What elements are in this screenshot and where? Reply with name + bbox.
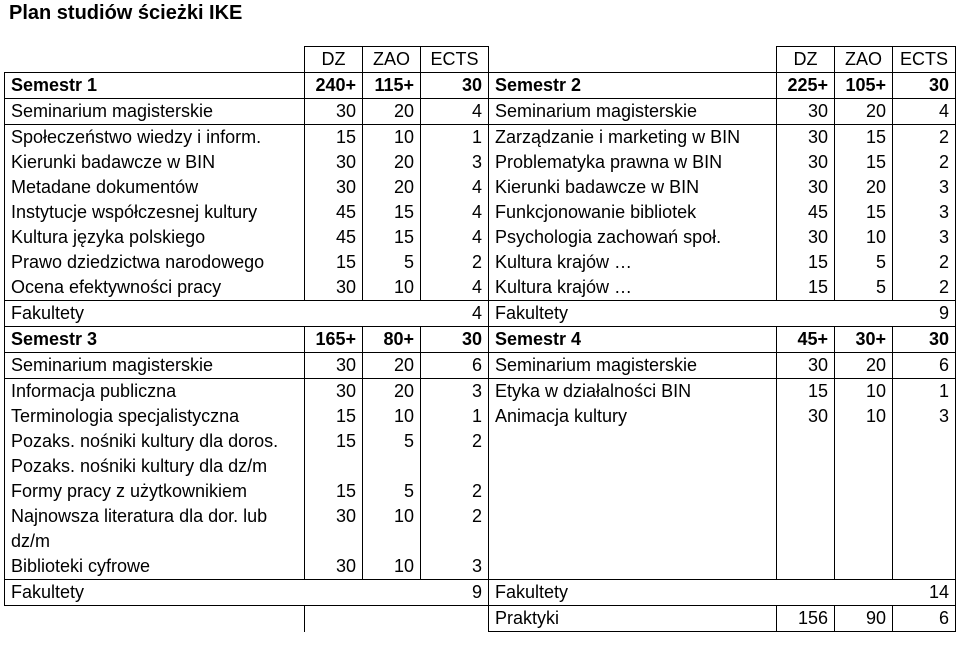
course-ects: 1 [893,379,956,405]
course-name: Ocena efektywności pracy [5,275,305,301]
semester-ects: 30 [421,73,489,99]
course-name: Kierunki badawcze w BIN [5,150,305,175]
course-ects [893,529,956,554]
course-name: Najnowsza literatura dla dor. lub [5,504,305,529]
course-name: Metadane dokumentów [5,175,305,200]
course-dz: 30 [777,404,835,429]
course-zao [363,529,421,554]
course-name: Etyka w działalności BIN [489,379,777,405]
course-row [5,175,956,200]
course-dz: 30 [305,504,363,529]
course-dz: 15 [305,429,363,454]
fakultety-label: Fakultety [5,580,305,606]
course-dz [305,454,363,479]
course-ects: 4 [421,99,489,125]
course-name [489,429,777,454]
course-zao [835,429,893,454]
fakultety-label: Fakultety [489,580,777,606]
course-dz: 45 [777,200,835,225]
header-dz-2: DZ [777,47,835,73]
header-ects: ECTS [421,47,489,73]
course-name: Psychologia zachowań społ. [489,225,777,250]
course-zao [835,529,893,554]
course-dz: 15 [305,479,363,504]
course-name: Prawo dziedzictwa narodowego [5,250,305,275]
course-name: Kultura krajów … [489,275,777,301]
course-name [489,479,777,504]
course-ects: 4 [421,200,489,225]
course-row [5,200,956,225]
course-ects: 3 [421,379,489,405]
course-dz: 30 [777,353,835,379]
course-zao: 20 [835,175,893,200]
course-dz: 30 [305,554,363,580]
course-dz: 15 [305,250,363,275]
course-dz: 30 [305,275,363,301]
course-zao: 15 [363,200,421,225]
course-row [5,429,956,454]
course-dz: 45 [305,200,363,225]
course-zao: 20 [363,379,421,405]
semester-label: Semestr 3 [5,327,305,353]
course-ects: 4 [893,99,956,125]
semester-dz: 225+ [777,73,835,99]
header-dz: DZ [305,47,363,73]
semester-zao: 80+ [363,327,421,353]
course-zao [835,504,893,529]
course-zao: 20 [835,353,893,379]
course-ects: 4 [421,275,489,301]
course-zao: 15 [835,150,893,175]
fakultety-ects: 4 [421,301,489,327]
course-zao: 5 [835,250,893,275]
course-ects: 2 [893,275,956,301]
course-dz: 15 [777,379,835,405]
course-zao: 10 [835,379,893,405]
fakultety-row [5,301,956,327]
course-ects: 3 [893,225,956,250]
course-ects: 2 [893,150,956,175]
course-zao: 20 [363,150,421,175]
course-row [5,454,956,479]
course-name: Zarządzanie i marketing w BIN [489,125,777,151]
course-ects: 6 [421,353,489,379]
course-row [5,379,956,405]
course-name: Funkcjonowanie bibliotek [489,200,777,225]
course-name: Animacja kultury [489,404,777,429]
course-name [489,554,777,580]
praktyki-zao: 90 [835,606,893,632]
course-zao: 20 [363,353,421,379]
course-name: dz/m [5,529,305,554]
course-name: Pozaks. nośniki kultury dla doros. [5,429,305,454]
praktyki-label: Praktyki [489,606,777,632]
course-ects [893,429,956,454]
course-ects: 1 [421,125,489,151]
course-ects: 2 [893,125,956,151]
course-dz: 15 [305,125,363,151]
semester-label: Semestr 4 [489,327,777,353]
course-dz: 30 [777,99,835,125]
course-zao: 10 [363,404,421,429]
course-zao: 10 [363,125,421,151]
course-name: Problematyka prawna w BIN [489,150,777,175]
course-ects [421,454,489,479]
course-dz: 15 [777,250,835,275]
course-row [5,275,956,301]
semester-dz: 165+ [305,327,363,353]
course-zao: 15 [363,225,421,250]
course-ects: 3 [893,200,956,225]
course-name: Kultura krajów … [489,250,777,275]
course-dz: 45 [305,225,363,250]
course-dz: 15 [305,404,363,429]
semester-row [5,327,956,353]
course-zao: 5 [363,429,421,454]
course-dz: 30 [305,353,363,379]
course-name: Instytucje współczesnej kultury [5,200,305,225]
course-dz [777,429,835,454]
fakultety-row [5,580,956,606]
course-dz: 30 [305,175,363,200]
course-dz [777,529,835,554]
course-dz [777,454,835,479]
seminar-row [5,353,956,379]
course-dz: 30 [305,150,363,175]
course-zao [835,479,893,504]
semester-dz: 45+ [777,327,835,353]
course-ects: 3 [893,404,956,429]
course-ects: 4 [421,175,489,200]
page-title: Plan studiów ścieżki IKE [9,2,243,24]
fakultety-ects: 9 [421,580,489,606]
fakultety-label: Fakultety [5,301,305,327]
course-dz [777,554,835,580]
course-zao: 5 [363,479,421,504]
course-ects [421,529,489,554]
semester-zao: 30+ [835,327,893,353]
course-row [5,225,956,250]
course-ects: 4 [421,225,489,250]
semester-row [5,73,956,99]
course-row [5,529,956,554]
header-ects-2: ECTS [893,47,956,73]
header-row [5,47,956,73]
course-dz: 30 [305,99,363,125]
course-ects [893,504,956,529]
course-name: Społeczeństwo wiedzy i inform. [5,125,305,151]
praktyki-row [5,606,956,632]
course-zao: 20 [363,175,421,200]
course-dz [777,504,835,529]
course-ects [893,479,956,504]
course-name [489,504,777,529]
semester-dz: 240+ [305,73,363,99]
course-zao: 10 [835,225,893,250]
semester-ects: 30 [893,327,956,353]
course-dz: 30 [777,225,835,250]
praktyki-ects: 6 [893,606,956,632]
course-name: Biblioteki cyfrowe [5,554,305,580]
course-name: Terminologia specjalistyczna [5,404,305,429]
course-dz [777,479,835,504]
course-dz: 15 [777,275,835,301]
course-row [5,479,956,504]
course-name: Kierunki badawcze w BIN [489,175,777,200]
semester-label: Semestr 2 [489,73,777,99]
course-dz [305,529,363,554]
course-row [5,554,956,580]
course-row [5,250,956,275]
course-zao: 10 [363,504,421,529]
fakultety-ects: 14 [893,580,956,606]
course-zao [835,454,893,479]
course-zao: 20 [835,99,893,125]
course-ects: 3 [421,150,489,175]
fakultety-label: Fakultety [489,301,777,327]
course-dz: 30 [777,150,835,175]
praktyki-dz: 156 [777,606,835,632]
course-ects: 2 [421,479,489,504]
course-zao: 10 [363,554,421,580]
course-ects: 2 [893,250,956,275]
course-ects: 2 [421,429,489,454]
seminar-row [5,99,956,125]
course-dz: 30 [777,125,835,151]
course-zao [835,554,893,580]
semester-zao: 115+ [363,73,421,99]
course-zao: 5 [363,250,421,275]
course-name: Informacja publiczna [5,379,305,405]
semester-label: Semestr 1 [5,73,305,99]
course-zao: 15 [835,125,893,151]
table-body [5,47,956,632]
course-dz: 30 [305,379,363,405]
study-plan-table [4,46,956,632]
course-row [5,404,956,429]
course-ects: 6 [893,353,956,379]
course-zao: 20 [363,99,421,125]
course-row [5,150,956,175]
course-ects: 2 [421,504,489,529]
course-ects: 1 [421,404,489,429]
course-name: Seminarium magisterskie [489,353,777,379]
course-name: Formy pracy z użytkownikiem [5,479,305,504]
course-dz: 30 [777,175,835,200]
course-row [5,504,956,529]
header-zao-2: ZAO [835,47,893,73]
course-ects [893,554,956,580]
course-name: Seminarium magisterskie [489,99,777,125]
course-name [489,529,777,554]
course-name: Pozaks. nośniki kultury dla dz/m [5,454,305,479]
course-name: Kultura języka polskiego [5,225,305,250]
course-zao [363,454,421,479]
semester-zao: 105+ [835,73,893,99]
semester-ects: 30 [893,73,956,99]
course-name [489,454,777,479]
course-ects: 3 [421,554,489,580]
fakultety-ects: 9 [893,301,956,327]
course-zao: 5 [835,275,893,301]
course-ects: 2 [421,250,489,275]
course-zao: 10 [835,404,893,429]
course-zao: 15 [835,200,893,225]
semester-ects: 30 [421,327,489,353]
course-ects [893,454,956,479]
course-ects: 3 [893,175,956,200]
header-zao: ZAO [363,47,421,73]
course-name: Seminarium magisterskie [5,99,305,125]
course-zao: 10 [363,275,421,301]
course-row [5,125,956,151]
course-name: Seminarium magisterskie [5,353,305,379]
